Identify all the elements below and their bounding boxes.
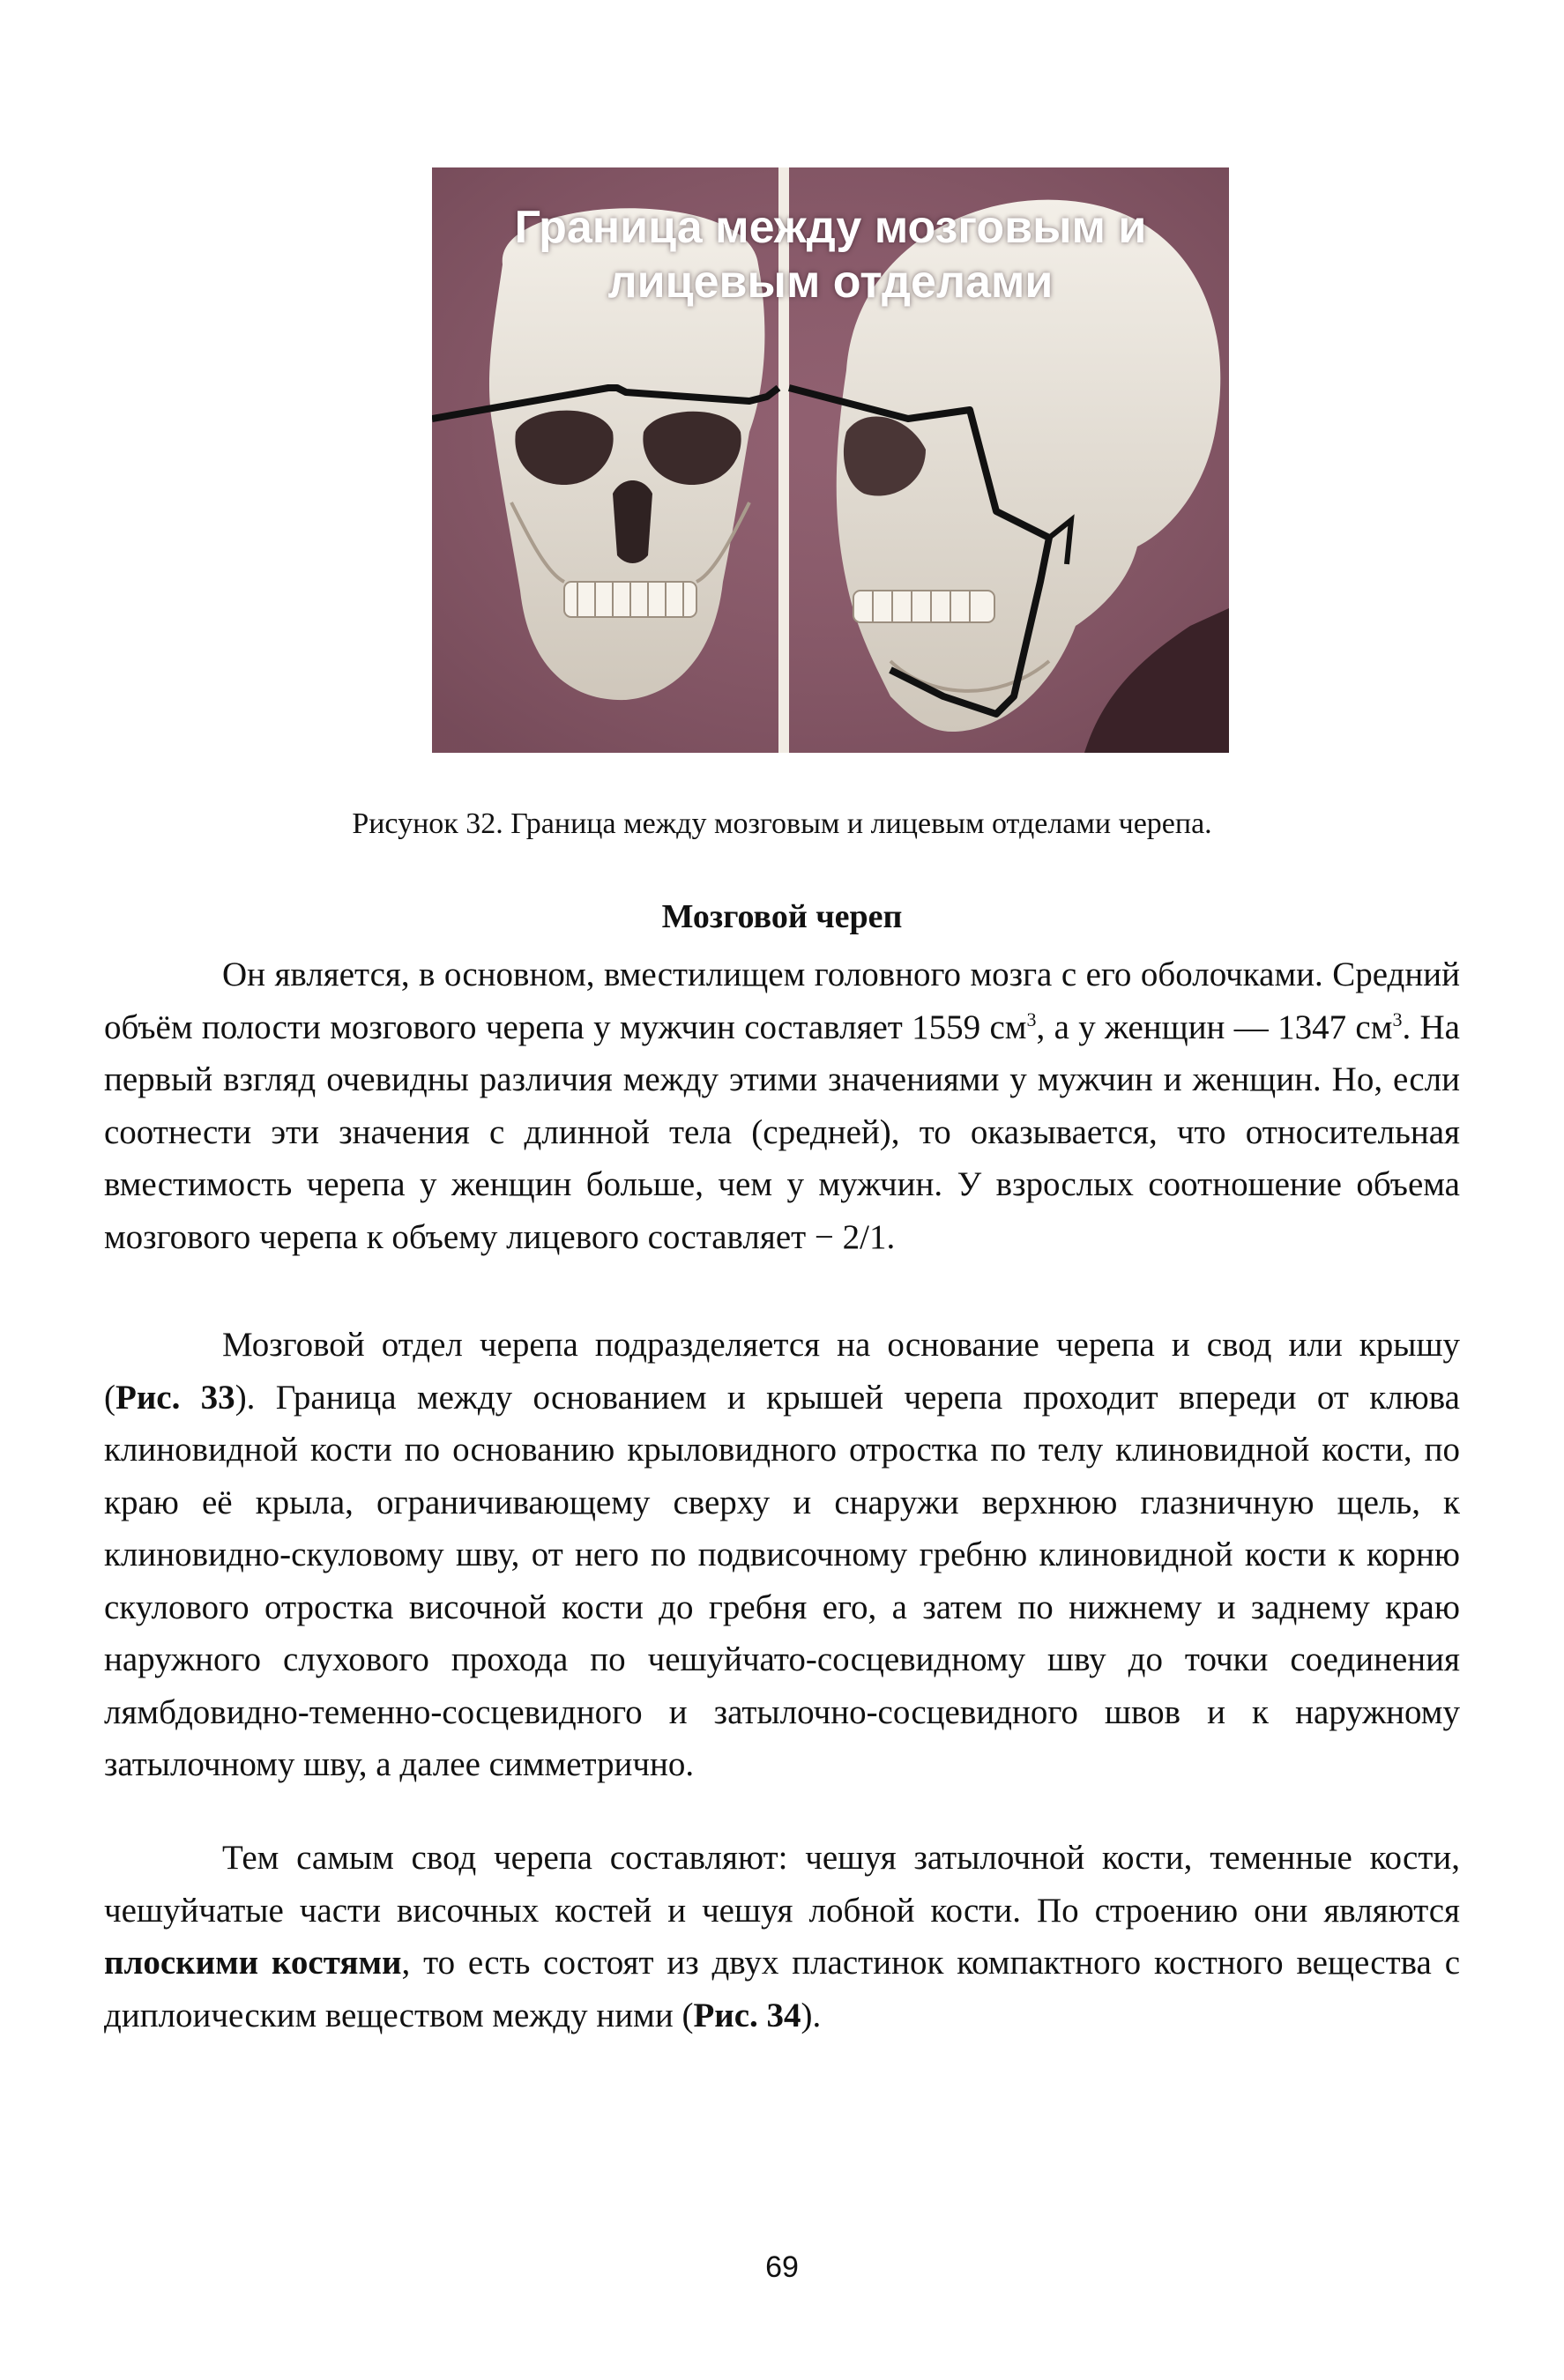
section-heading: Мозговой череп [661, 898, 903, 935]
page-number: 69 [765, 2250, 799, 2284]
figure-title-line-2: лицевым отделами [607, 257, 1054, 308]
p2-figure-ref: Рис. 33 [115, 1378, 235, 1417]
figure-caption: Рисунок 32. Граница между мозговым и лицевым отделами черепа. [352, 807, 1212, 840]
paragraph-3 [104, 1832, 1460, 2042]
p1-text-b: , а у женщин — 1347 см [1036, 1008, 1393, 1046]
p3-bold-term: плоскими костями [104, 1944, 402, 1982]
p2-text-a: Мозговой отдел черепа подразделяется на основание черепа и свод или крышу ( [104, 1326, 1460, 1417]
p1-sup-1: 3 [1026, 1008, 1037, 1030]
figure-title-line-1: Граница между мозговым и [514, 202, 1147, 253]
p1-text-a: Он является, в основном, вместилищем головного мозга с его оболочками. Средний объём полости мозгового черепа у мужчин составляет 1559 см [104, 956, 1460, 1046]
p3-text-b: , то есть состоят из двух пластинок компактного костного вещества с диплоическим веществом между ними ( [104, 1944, 1461, 2034]
paragraph-2 [104, 1319, 1460, 1791]
p3-text-c: ). [801, 1996, 822, 2034]
paragraph-1 [104, 948, 1460, 1263]
p1-text-c: . На первый взгляд очевидны различия между этими значениями у мужчин и женщин. Но, если соотнести эти значения с длинной тела (средней), то оказывается, что относительная вместимость черепа у женщин больше, чем у мужчин. У взрослых соотношение объема мозгового черепа к объему лицевого составляет − 2/1. [104, 1008, 1460, 1256]
p3-figure-ref: Рис. 34 [693, 1996, 801, 2034]
p1-sup-2: 3 [1392, 1008, 1403, 1030]
p2-text-b: ). Граница между основанием и крышей черепа проходит впереди от клюва клиновидной кости по основанию крыловидного отростка по телу клиновидной кости, по краю её крыла, ограничивающему сверху и снаружи верхнюю глазничную щель, к клиновидно-скуловому шву, от него по подвисочному гребню клиновидной кости к корню скулового отростка височной кости до гребня его, а затем по нижнему и заднему краю наружного слухового прохода по чешуйчато-сосцевидному шву до точки соединения лямбдовидно-теменно-сосцевидного и затылочно-сосцевидного швов и к наружному затылочному шву, а далее симметрично. [104, 1378, 1460, 1783]
skull-figure [432, 167, 1229, 753]
p3-text-a: Тем самым свод черепа составляют: чешуя затылочной кости, теменные кости, чешуйчатые части височных костей и чешуя лобной кости. По строению они являются [104, 1839, 1460, 1930]
